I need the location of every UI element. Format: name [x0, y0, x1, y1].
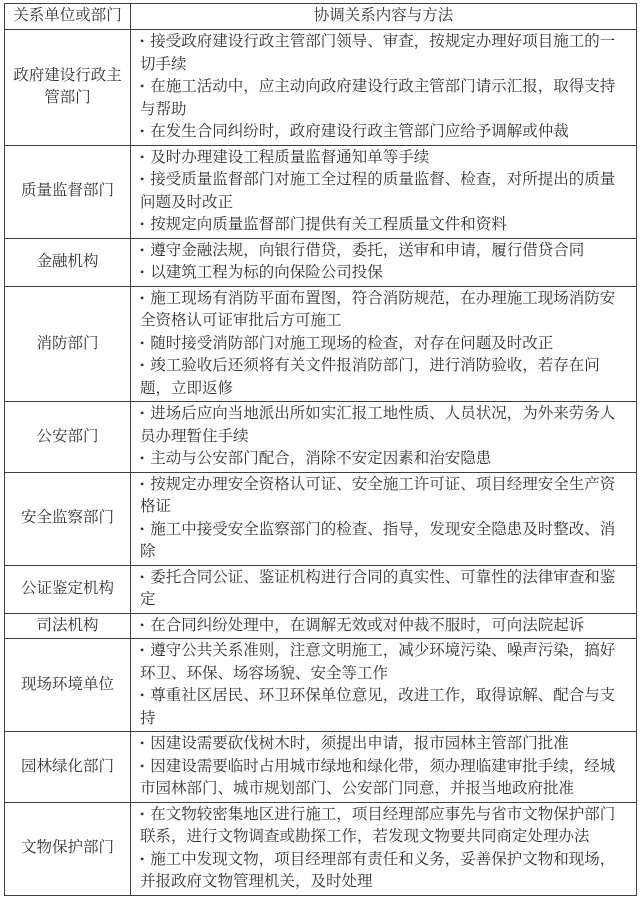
- table-row: [5, 565, 637, 613]
- table-body: [5, 30, 637, 896]
- table-row: [5, 802, 637, 895]
- coordination-table: [4, 3, 637, 896]
- bullet-item: • 进场后应向当地派出所如实汇报工地性质、人员状况，为外来劳务人员办理暂住手续: [140, 403, 625, 448]
- bullet-item: • 遵守金融法规，向银行借贷，委托，送审和申请，履行借贷合同: [140, 240, 625, 263]
- table-row: [5, 732, 637, 803]
- items-cell: [131, 565, 637, 613]
- table-row: [5, 30, 637, 146]
- unit-cell: 安全监察部门: [5, 472, 131, 565]
- unit-cell: 现场环境单位: [5, 639, 131, 732]
- bullet-item: • 委托合同公证、鉴证机构进行合同的真实性、可靠性的法律审查和鉴定: [140, 567, 625, 612]
- items-cell: [131, 732, 637, 803]
- bullet-item: • 接受政府建设行政主管部门领导、审查，按规定办理好项目施工的一切手续: [140, 31, 625, 76]
- items-cell: [131, 472, 637, 565]
- items-cell: [131, 639, 637, 732]
- bullet-item: • 施工中接受安全监察部门的检查、指导，发现安全隐患及时整改、消除: [140, 519, 625, 564]
- table-row: [5, 286, 637, 402]
- header-unit-column: 关系单位或部门: [5, 4, 131, 30]
- bullet-item: • 因建设需要临时占用城市绿地和绿化带，须办理临建审批手续，经城市园林部门、城市规划部门、公安部门同意，并报当地政府批准: [140, 756, 625, 801]
- bullet-item: • 主动与公安部门配合，消除不安定因素和治安隐患: [140, 448, 625, 471]
- table-row: [5, 613, 637, 639]
- header-row: [5, 4, 637, 30]
- unit-cell: 文物保护部门: [5, 802, 131, 895]
- unit-cell: 公安部门: [5, 402, 131, 473]
- unit-cell: 公证鉴定机构: [5, 565, 131, 613]
- bullet-item: • 按规定办理安全资格认可证、安全施工许可证、项目经理安全生产资格证: [140, 474, 625, 519]
- bullet-item: • 在合同纠纷处理中，在调解无效或对仲裁不服时，可向法院起诉: [140, 615, 625, 638]
- bullet-item: • 在发生合同纠纷时，政府建设行政主管部门应给予调解或仲裁: [140, 121, 625, 144]
- unit-cell: 园林绿化部门: [5, 732, 131, 803]
- table-row: [5, 639, 637, 732]
- bullet-item: • 尊重社区居民、环卫环保单位意见，改进工作，取得谅解、配合与支持: [140, 685, 625, 730]
- bullet-item: • 在文物较密集地区进行施工，项目经理部应事先与省市文物保护部门联系，进行文物调查或勘探工作，若发现文物要共同商定处理办法: [140, 804, 625, 849]
- items-cell: [131, 145, 637, 238]
- table-row: [5, 238, 637, 286]
- table-row: [5, 472, 637, 565]
- bullet-item: • 以建筑工程为标的向保险公司投保: [140, 262, 625, 285]
- bullet-item: • 按规定向质量监督部门提供有关工程质量文件和资料: [140, 214, 625, 237]
- items-cell: [131, 613, 637, 639]
- bullet-item: • 竣工验收后还须将有关文件报消防部门，进行消防验收，若存在问题，立即返修: [140, 355, 625, 400]
- unit-cell: 政府建设行政主管部门: [5, 30, 131, 146]
- bullet-item: • 在施工活动中，应主动向政府建设行政主管部门请示汇报，取得支持与帮助: [140, 76, 625, 121]
- unit-cell: 金融机构: [5, 238, 131, 286]
- items-cell: [131, 30, 637, 146]
- bullet-item: • 遵守公共关系准则，注意文明施工，减少环境污染、噪声污染，搞好环卫、环保、场容场貌、安全等工作: [140, 640, 625, 685]
- bullet-item: • 施工现场有消防平面布置图，符合消防规范，在办理施工现场消防安全资格认可证审批后方可施工: [140, 288, 625, 333]
- unit-cell: 司法机构: [5, 613, 131, 639]
- table-row: [5, 402, 637, 473]
- bullet-item: • 及时办理建设工程质量监督通知单等手续: [140, 147, 625, 170]
- unit-cell: 质量监督部门: [5, 145, 131, 238]
- items-cell: [131, 802, 637, 895]
- table-row: [5, 145, 637, 238]
- header-content-column: 协调关系内容与方法: [131, 4, 637, 30]
- bullet-item: • 因建设需要砍伐树木时，须提出申请，报市园林主管部门批准: [140, 733, 625, 756]
- items-cell: [131, 286, 637, 402]
- items-cell: [131, 238, 637, 286]
- unit-cell: 消防部门: [5, 286, 131, 402]
- bullet-item: • 接受质量监督部门对施工全过程的质量监督、检查，对所提出的质量问题及时改正: [140, 169, 625, 214]
- items-cell: [131, 402, 637, 473]
- bullet-item: • 随时接受消防部门对施工现场的检查，对存在问题及时改正: [140, 333, 625, 356]
- bullet-item: • 施工中发现文物，项目经理部有责任和义务，妥善保护文物和现场，并报政府文物管理机关，及时处理: [140, 849, 625, 894]
